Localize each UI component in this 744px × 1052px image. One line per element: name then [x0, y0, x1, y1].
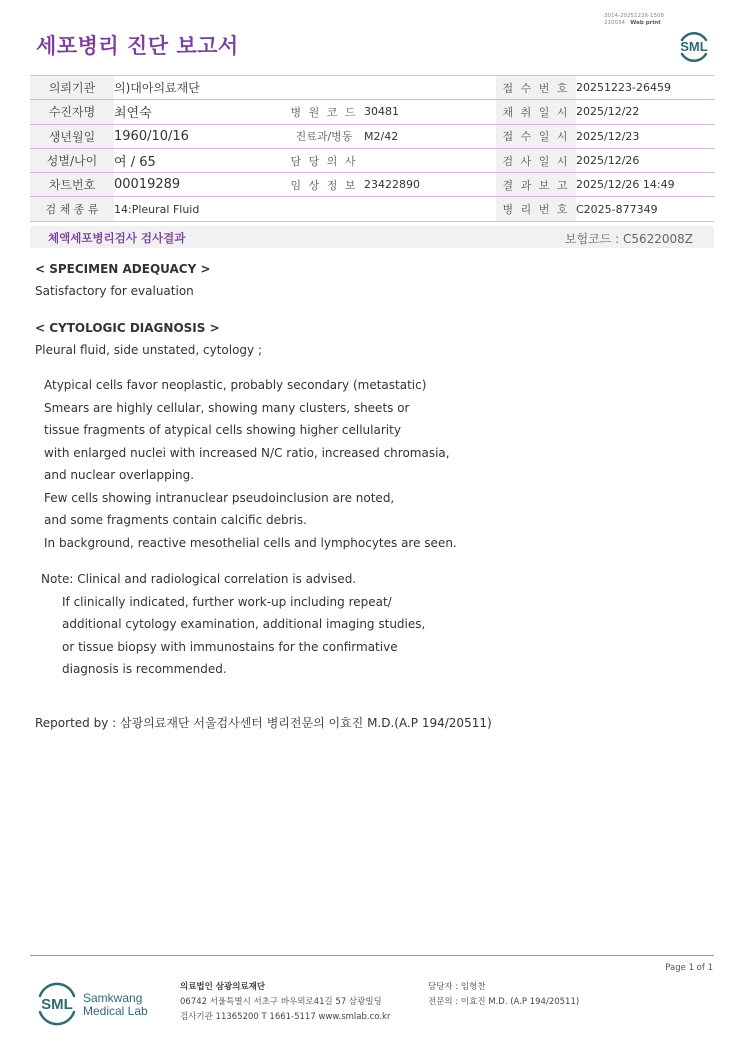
table-row	[30, 124, 714, 148]
label-specimen-type: 검 체 종 류	[30, 197, 114, 221]
label-sex-age: 성별/나이	[30, 148, 114, 172]
label-pathology-number: 병 리 번 호	[496, 197, 576, 221]
value-birth-date: 1960/10/16	[114, 124, 284, 148]
finding-line: Smears are highly cellular, showing many clusters, sheets or	[44, 400, 410, 415]
finding-line: Atypical cells favor neoplastic, probably secondary (metastatic)	[44, 378, 427, 392]
diagnosis-heading: < CYTOLOGIC DIAGNOSIS >	[35, 321, 220, 335]
samkwang-logo	[36, 980, 156, 1028]
adequacy-text: Satisfactory for evaluation	[35, 284, 194, 298]
value-empty	[364, 197, 496, 221]
finding-line: and some fragments contain calcific debris.	[44, 513, 307, 527]
footer-staff-info	[428, 980, 579, 1010]
label-result-report: 결 과 보 고	[496, 173, 576, 197]
label-test-date: 검 사 일 시	[496, 148, 576, 172]
table-row	[30, 173, 714, 197]
finding-line: and nuclear overlapping.	[44, 468, 195, 482]
value-accession-number: 20251223-26459	[576, 76, 714, 100]
label-requesting-institution: 의뢰기관	[30, 76, 114, 100]
footer-manager: 담당자 : 임형찬	[428, 982, 486, 992]
print-code	[604, 13, 664, 27]
value-attending-physician	[364, 148, 496, 172]
value-clinical-info: 23422890	[364, 173, 496, 197]
value-result-report: 2025/12/26 14:49	[576, 173, 714, 197]
finding-line: In background, reactive mesothelial cells and lymphocytes are seen.	[44, 535, 457, 550]
sml-logo-text: SML	[680, 39, 708, 54]
footer-specialist: 전문의 : 이효진 M.D. (A.P 194/20511)	[428, 997, 580, 1007]
print-code-line1: 3014-20251226-1508	[604, 13, 664, 19]
print-code-number: 210034	[604, 20, 625, 26]
section-title: 체액세포병리검사 검사결과	[48, 231, 186, 245]
label-hospital-code: 병 원 코 드	[284, 100, 364, 124]
insurance-code: 보험코드 : C5622008Z	[564, 232, 693, 246]
note-first-line: Note: Clinical and radiological correlation is advised.	[41, 572, 357, 586]
value-requesting-institution: 의)대아의료재단	[114, 76, 284, 100]
footer-address: 06742 서울특별시 서초구 바우뫼로41길 57 삼광빌딩	[180, 997, 382, 1007]
reported-by: Reported by : 삼광의료재단 서울검사센터 병리전문의 이효진 M.D.(A.P 194/20511)	[35, 716, 492, 730]
label-birth-date: 생년월일	[30, 124, 114, 148]
note-line: or tissue biopsy with immunostains for the confirmative	[62, 639, 398, 654]
label-empty	[284, 76, 364, 100]
value-sex-age: 여 / 65	[114, 148, 284, 172]
value-empty	[364, 76, 496, 100]
page-title: 세포병리 진단 보고서	[36, 34, 239, 58]
sml-logo	[674, 26, 714, 66]
note-line: If clinically indicated, further work-up including repeat/	[62, 594, 392, 609]
page-number: Page 1 of 1	[665, 963, 713, 973]
value-receipt-date: 2025/12/23	[576, 124, 714, 148]
footer-logo-name1: Samkwang	[83, 991, 143, 1005]
value-patient-name: 최연숙	[114, 100, 284, 124]
patient-info-table	[30, 75, 714, 222]
value-chart-number: 00019289	[114, 173, 284, 197]
value-department: M2/42	[364, 124, 496, 148]
note-line: additional cytology examination, additional imaging studies,	[62, 617, 426, 631]
diagnosis-text: Pleural fluid, side unstated, cytology ;	[35, 343, 262, 357]
label-clinical-info: 임 상 정 보	[284, 173, 364, 197]
footer-org-name: 의료법인 삼광의료재단	[180, 982, 266, 992]
note-line: diagnosis is recommended.	[62, 662, 227, 676]
note-block	[41, 568, 425, 681]
footer-logo-name2: Medical Lab	[83, 1004, 148, 1018]
adequacy-heading: < SPECIMEN ADEQUACY >	[35, 262, 211, 276]
footer-divider	[30, 955, 714, 956]
footer-logo-text: SML	[41, 996, 73, 1013]
value-hospital-code: 30481	[364, 100, 496, 124]
label-attending-physician: 담 당 의 사	[284, 148, 364, 172]
footer-contact: 검사기관 11365200 T 1661-5117 www.smlab.co.kr	[180, 1012, 391, 1022]
footer-org-info	[180, 980, 390, 1025]
value-pathology-number: C2025-877349	[576, 197, 714, 221]
finding-line: with enlarged nuclei with increased N/C ratio, increased chromasia,	[44, 445, 450, 460]
label-patient-name: 수진자명	[30, 100, 114, 124]
table-row	[30, 76, 714, 100]
table-row	[30, 197, 714, 221]
finding-line: Few cells showing intranuclear pseudoinclusion are noted,	[44, 490, 395, 505]
table-row	[30, 148, 714, 172]
web-print-label: Web print	[630, 20, 661, 26]
label-chart-number: 차트번호	[30, 173, 114, 197]
table-row	[30, 100, 714, 124]
value-collection-date: 2025/12/22	[576, 100, 714, 124]
label-empty	[284, 197, 364, 221]
label-collection-date: 채 취 일 시	[496, 100, 576, 124]
label-receipt-date: 접 수 일 시	[496, 124, 576, 148]
findings-block	[44, 374, 457, 554]
value-test-date: 2025/12/26	[576, 148, 714, 172]
finding-line: tissue fragments of atypical cells showing higher cellularity	[44, 423, 401, 437]
label-department: 진료과/병동	[284, 124, 364, 148]
label-accession-number: 접 수 번 호	[496, 76, 576, 100]
value-specimen-type: 14:Pleural Fluid	[114, 197, 284, 221]
